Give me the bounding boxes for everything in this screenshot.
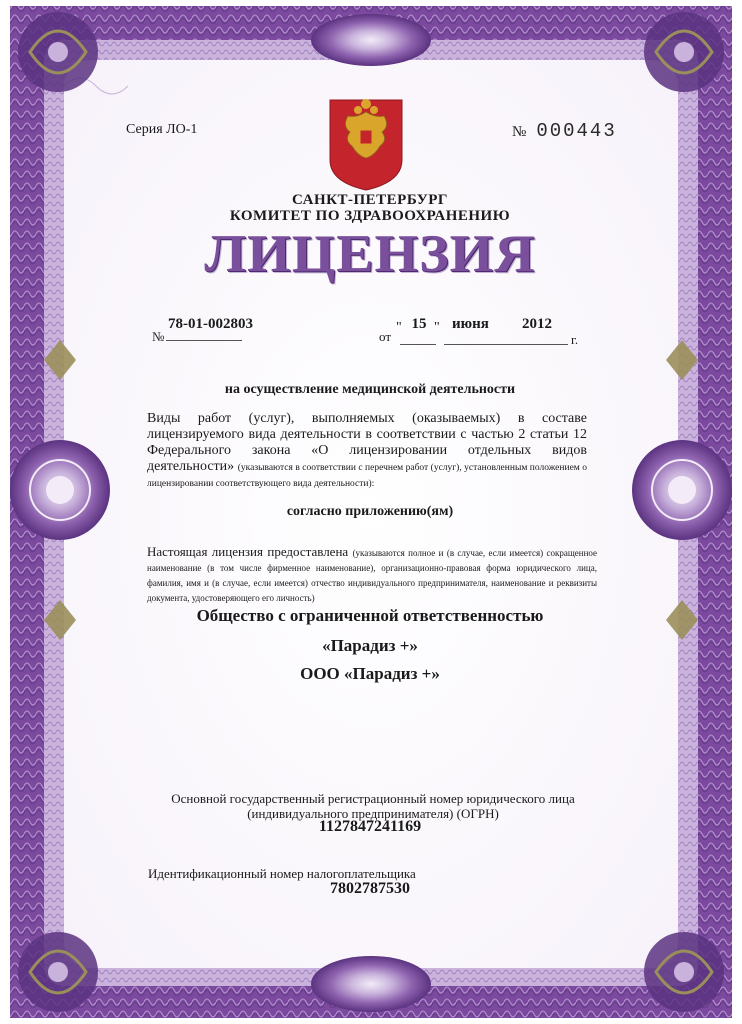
form-number-block (512, 120, 617, 142)
works-note: (указываются в соответствии с перечнем работ (услуг), установленным положением о лицензировании соответствующего вида деятельности): (147, 463, 588, 489)
issuer-committee: КОМИТЕТ ПО ЗДРАВООХРАНЕНИЮ (229, 208, 511, 224)
bottom-rosette (311, 956, 431, 1012)
granted-text: Настоящая лицензия предоставлена (147, 544, 349, 559)
license-day: 15 (411, 316, 427, 332)
year-suffix: г. (571, 332, 579, 347)
license-number-underline (166, 340, 242, 341)
quote-close: " (434, 320, 440, 335)
coat-of-arms-icon (330, 99, 402, 190)
document-title: ЛИЦЕНЗИЯ (204, 224, 536, 284)
license-number: 78-01-002803 (168, 316, 253, 332)
inn-label: Идентификационный номер налогоплательщика (148, 866, 416, 881)
works-text: Виды работ (услуг), выполняемых (оказываемых) в составе лицензируемого вида деятельности в соответствии с частью 2 статьи 12 Федерального закона «О лицензировании отдельных видов деятельности» (147, 411, 587, 474)
date-from-label: от (379, 329, 392, 344)
series-label: Серия ЛО-1 (126, 122, 198, 137)
organization-name: «Парадиз +» (322, 636, 418, 655)
organization-short-name: ООО «Парадиз +» (300, 664, 440, 683)
corner-ornament-top-left (18, 12, 98, 92)
form-number: 000443 (536, 120, 617, 142)
issuer-city: САНКТ-ПЕТЕРБУРГ (292, 192, 448, 208)
quote-open: " (396, 320, 402, 335)
inn-value: 7802787530 (330, 880, 410, 897)
corner-ornament-top-right (644, 12, 724, 92)
corner-ornament-bottom-left (18, 932, 98, 1012)
number-sign: № (512, 124, 527, 140)
license-year: 2012 (522, 316, 552, 332)
granted-note: (указываются полное и (в случае, если имеется) сокращенное наименование (в том числе фирменное наименование), организационно-правовая форма юридического лица, фамилия, имя и (в случае, если имеется) отчество индивидуального предпринимателя, наименование и реквизиты документа, удостоверяющего его личность) (147, 548, 597, 603)
right-rosette (632, 440, 732, 540)
top-rosette (311, 14, 431, 66)
left-rosette (10, 440, 110, 540)
ogrn-value: 1127847241169 (318, 818, 422, 835)
organization-form: Общество с ограниченной ответственностью (196, 606, 544, 625)
appendix-reference: согласно приложению(ям) (286, 504, 454, 519)
date-underline (444, 344, 568, 345)
works-description (147, 411, 587, 491)
license-month: июня (452, 316, 489, 332)
day-underline (400, 344, 436, 345)
corner-ornament-bottom-right (644, 932, 724, 1012)
granted-description (147, 544, 597, 604)
activity-type: на осуществление медицинской деятельности (224, 382, 516, 397)
license-number-sign: № (152, 329, 165, 344)
ogrn-label: Основной государственный регистрационный номер юридического лица (индивидуального предпринимателя) (ОГРН) (171, 791, 575, 821)
